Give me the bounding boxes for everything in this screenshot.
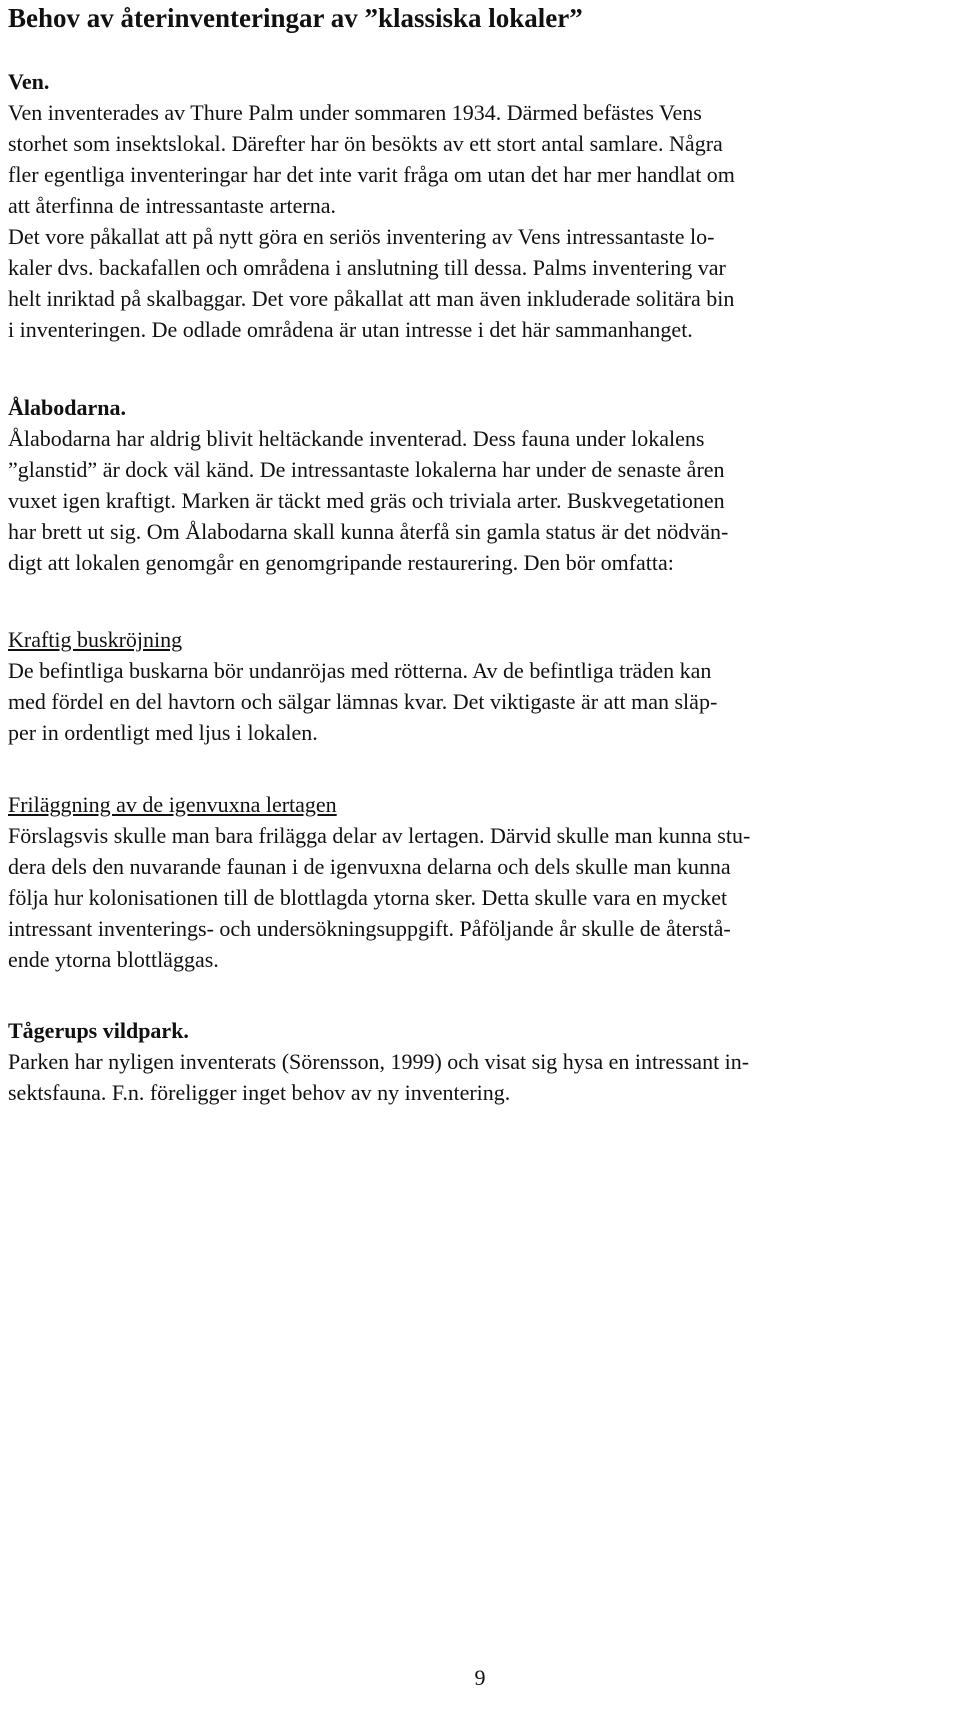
text-line: Ven inventerades av Thure Palm under sommaren 1934. Därmed befästes Vens [8, 100, 702, 125]
text-line: digt att lokalen genomgår en genomgripande restaurering. Den bör omfatta: [8, 550, 674, 575]
text-line: Ålabodarna har aldrig blivit heltäckande inventerad. Dess fauna under lokalens [8, 426, 705, 451]
document-title: Behov av återinventeringar av ”klassiska lokaler” [8, 3, 583, 33]
section-tagerup [8, 1015, 938, 1108]
section-heading-ven: Ven. [8, 69, 50, 94]
text-line: kaler dvs. backafallen och områdena i anslutning till dessa. Palms inventering var [8, 255, 726, 280]
text-line: har brett ut sig. Om Ålabodarna skall kunna återfå sin gamla status är det nödvän- [8, 519, 729, 544]
text-line: ende ytorna blottläggas. [8, 947, 219, 972]
section-body-ven [8, 97, 938, 345]
text-line: vuxet igen kraftigt. Marken är täckt med gräs och triviala arter. Buskvegetationen [8, 488, 725, 513]
section-body-tagerup [8, 1046, 938, 1108]
section-buskrojning [8, 624, 938, 748]
text-line: Förslagsvis skulle man bara frilägga delar av lertagen. Därvid skulle man kunna stu- [8, 823, 751, 848]
section-heading-tagerup: Tågerups vildpark. [8, 1018, 189, 1043]
document-page [8, 0, 938, 1105]
section-body-lertagen [8, 820, 938, 975]
section-lertagen [8, 789, 938, 975]
text-line: i inventeringen. De odlade områdena är utan intresse i det här sammanhanget. [8, 317, 693, 342]
text-line: intressant inventerings- och undersökningsuppgift. Påföljande år skulle de återstå- [8, 916, 731, 941]
section-alabodarna [8, 392, 938, 578]
text-line: Det vore påkallat att på nytt göra en seriös inventering av Vens intressantaste lo- [8, 224, 715, 249]
page-number: 9 [474, 1665, 486, 1690]
text-line: med fördel en del havtorn och sälgar lämnas kvar. Det viktigaste är att man släp- [8, 689, 718, 714]
section-heading-buskrojning: Kraftig buskröjning [8, 627, 183, 652]
section-body-buskrojning [8, 655, 938, 748]
text-line: fler egentliga inventeringar har det inte varit fråga om utan det har mer handlat om [8, 162, 735, 187]
text-line: helt inriktad på skalbaggar. Det vore påkallat att man även inkluderade solitära bin [8, 286, 735, 311]
text-line: att återfinna de intressantaste arterna. [8, 193, 337, 218]
text-line: storhet som insektslokal. Därefter har ön besökts av ett stort antal samlare. Några [8, 131, 723, 156]
text-line: per in ordentligt med ljus i lokalen. [8, 720, 318, 745]
text-line: dera dels den nuvarande faunan i de igenvuxna delarna och dels skulle man kunna [8, 854, 731, 879]
section-heading-lertagen: Friläggning av de igenvuxna lertagen [8, 792, 337, 817]
text-line: Parken har nyligen inventerats (Sörensson, 1999) och visat sig hysa en intressant in- [8, 1049, 750, 1074]
text-line: följa hur kolonisationen till de blottlagda ytorna sker. Detta skulle vara en mycket [8, 885, 728, 910]
text-line: De befintliga buskarna bör undanröjas med rötterna. Av de befintliga träden kan [8, 658, 712, 683]
section-heading-alabodarna: Ålabodarna. [8, 395, 126, 420]
text-line: sektsfauna. F.n. föreligger inget behov av ny inventering. [8, 1080, 511, 1105]
section-ven [8, 66, 938, 345]
section-body-alabodarna [8, 423, 938, 578]
text-line: ”glanstid” är dock väl känd. De intressantaste lokalerna har under de senaste åren [8, 457, 725, 482]
